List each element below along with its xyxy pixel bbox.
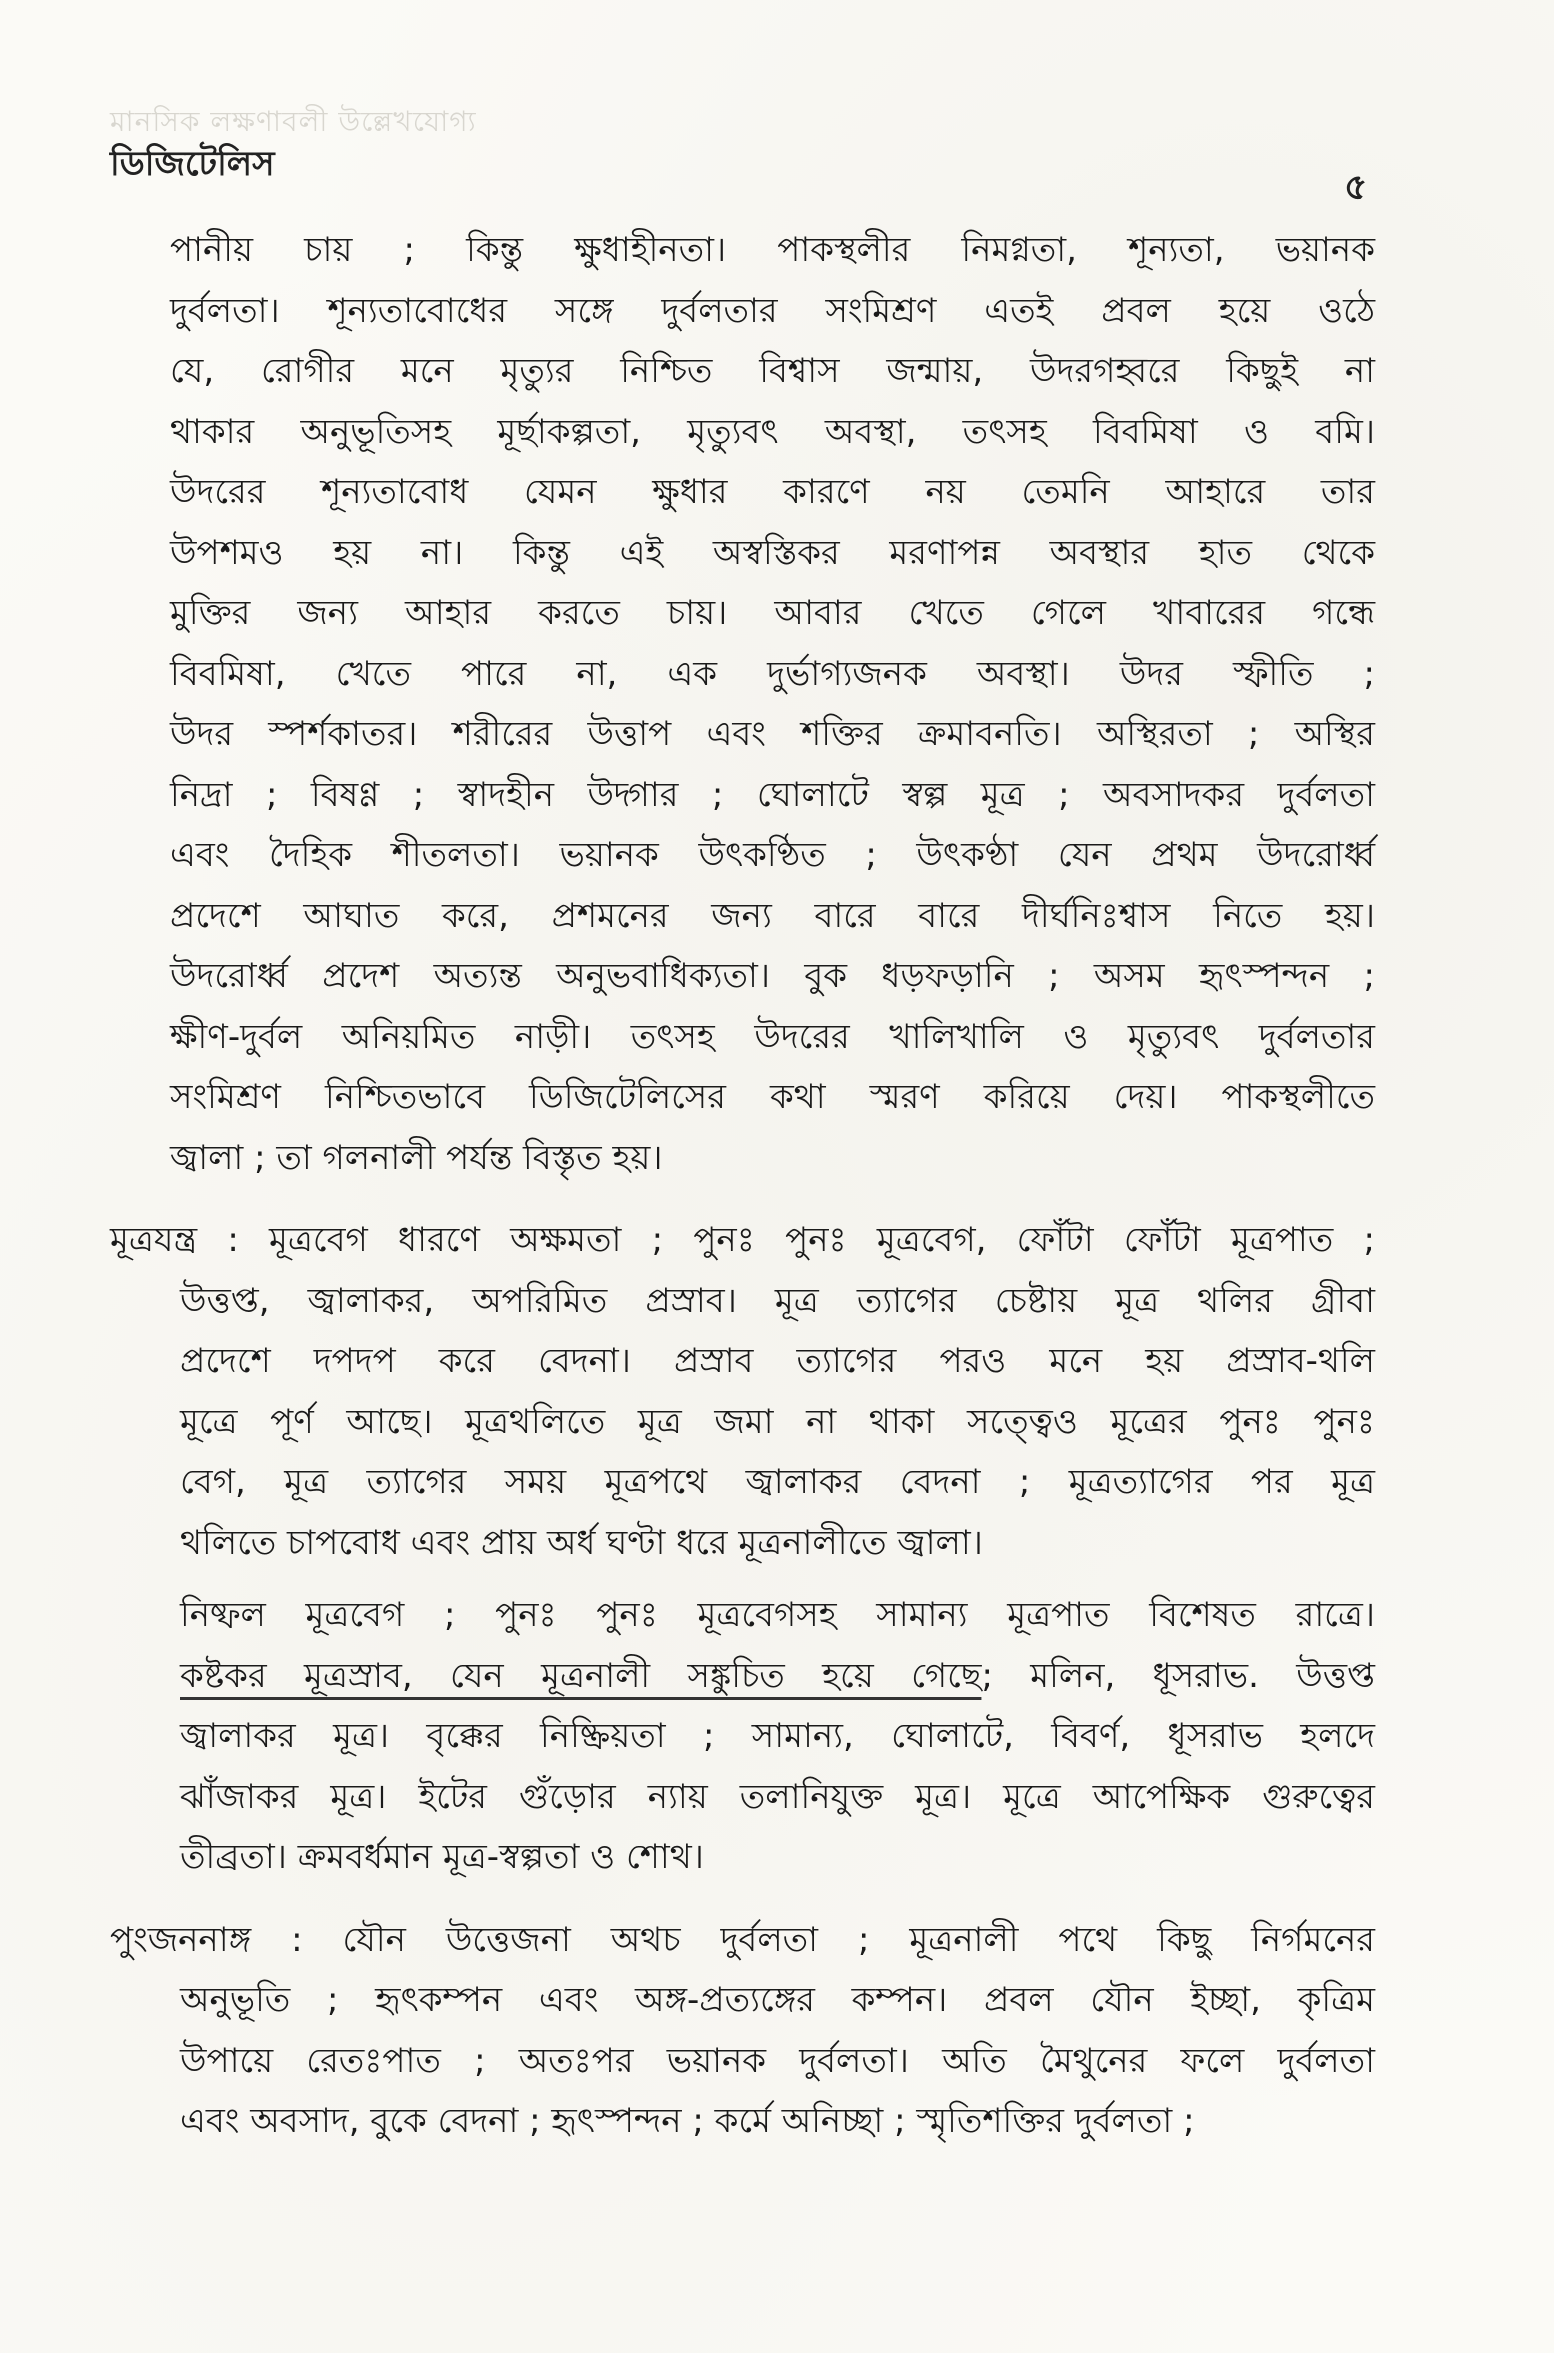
text-line: অনুভূতি ; হৃৎকম্পন এবং অঙ্গ-প্রত্যঙ্গের কম্পন। প্রবল যৌন ইচ্ছা, কৃত্রিম (180, 1980, 1375, 2020)
text-line: যে, রোগীর মনে মৃত্যুর নিশ্চিত বিশ্বাস জন্মায়, উদরগহ্বরে কিছুই না (170, 351, 1375, 391)
text-line (110, 1646, 1375, 1707)
text-line: উদরোর্ধ্ব প্রদেশ অত্যন্ত অনুভবাধিক্যতা। বুক ধড়ফড়ানি ; অসম হৃৎস্পন্দন ; (170, 956, 1375, 996)
text-line: মূত্রে পূর্ণ আছে। মূত্রথলিতে মূত্র জমা না থাকা সত্ত্বেও মূত্রের পুনঃ পুনঃ (180, 1401, 1375, 1442)
section-urinary (110, 1210, 1375, 1573)
text-line: উত্তপ্ত, জ্বালাকর, অপরিমিত প্রস্রাব। মূত্র ত্যাগের চেষ্টায় মূত্র থলির গ্রীবা (180, 1280, 1375, 1321)
text-line: উদরের শূন্যতাবোধ যেমন ক্ষুধার কারণে নয় তেমনি আহারে তার (170, 472, 1375, 512)
text-line: বিবমিষা, খেতে পারে না, এক দুর্ভাগ্যজনক অবস্থা। উদর স্ফীতি ; (170, 653, 1375, 694)
section-male-genitals (110, 1910, 1375, 2152)
text-line: ঝাঁজাকর মূত্র। ইটের গুঁড়োর ন্যায় তলানিযুক্ত মূত্র। মূত্রে আপেক্ষিক গুরুত্বের (180, 1776, 1375, 1817)
text-line: উপশমও হয় না। কিন্তু এই অস্বস্তিকর মরণাপন্ন অবস্থার হাত থেকে (170, 532, 1375, 573)
section-urinary-continued (110, 1585, 1375, 1888)
section-label: পুংজননাঙ্গ : (110, 1919, 303, 1960)
text-line: মুক্তির জন্য আহার করতে চায়। আবার খেতে গেলে খাবারের গন্ধে (170, 593, 1375, 633)
text-line: নিষ্ফল মূত্রবেগ ; পুনঃ পুনঃ মূত্রবেগসহ সামান্য মূত্রপাত বিশেষত রাত্রে। (180, 1595, 1375, 1635)
text-segment: যৌন উত্তেজনা অথচ দুর্বলতা ; মূত্রনালী পথে কিছু নির্গমনের (342, 1919, 1375, 1960)
text-line: প্রদেশে দপদপ করে বেদনা। প্রস্রাব ত্যাগের পরও মনে হয় প্রস্রাব-থলি (180, 1341, 1375, 1381)
underlined-phrase: কষ্টকর মূত্রস্রাব, যেন মূত্রনালী সঙ্কুচিত হয়ে গেছে (180, 1655, 982, 1696)
text-line: থলিতে চাপবোধ এবং প্রায় অর্ধ ঘণ্টা ধরে মূত্রনালীতে জ্বালা। (180, 1522, 983, 1563)
page-number: ৫ (1344, 167, 1368, 208)
text-line: এবং দৈহিক শীতলতা। ভয়ানক উৎকণ্ঠিত ; উৎকণ্ঠা যেন প্রথম উদরোর্ধ্ব (170, 835, 1375, 875)
intro-paragraph (110, 220, 1375, 1188)
running-head-title: ডিজিটেলিস (110, 144, 275, 184)
text-line: উদর স্পর্শকাতর। শরীরের উত্তাপ এবং শক্তির ক্রমাবনতি। অস্থিরতা ; অস্থির (170, 714, 1375, 754)
text-line: জ্বালা ; তা গলনালী পর্যন্ত বিস্তৃত হয়। (170, 1137, 663, 1178)
body-text (110, 220, 1375, 2152)
text-segment: ; মলিন, ধূসরাভ. উত্তপ্ত (981, 1655, 1375, 1696)
text-line: তীব্রতা। ক্রমবর্ধমান মূত্র-স্বল্পতা ও শোথ। (180, 1837, 704, 1877)
section-label: মূত্রযন্ত্র : (110, 1220, 239, 1260)
text-line: এবং অবসাদ, বুকে বেদনা ; হৃৎস্পন্দন ; কর্মে অনিচ্ছা ; স্মৃতিশক্তির দুর্বলতা ; (180, 2101, 1195, 2141)
text-line: জ্বালাকর মূত্র। বৃক্কের নিষ্ক্রিয়তা ; সামান্য, ঘোলাটে, বিবর্ণ, ধূসরাভ হলদে (180, 1716, 1375, 1756)
text-line (110, 1210, 1375, 1271)
text-line: ক্ষীণ-দুর্বল অনিয়মিত নাড়ী। তৎসহ উদরের খালিখালি ও মৃত্যুবৎ দুর্বলতার (170, 1016, 1375, 1057)
text-line: প্রদেশে আঘাত করে, প্রশমনের জন্য বারে বারে দীর্ঘনিঃশ্বাস নিতে হয়। (170, 895, 1375, 936)
text-line (110, 1910, 1375, 1971)
text-line: পানীয় চায় ; কিন্তু ক্ষুধাহীনতা। পাকস্থলীর নিমগ্নতা, শূন্যতা, ভয়ানক (170, 230, 1375, 270)
text-segment: মূত্রবেগ ধারণে অক্ষমতা ; পুনঃ পুনঃ মূত্রবেগ, ফোঁটা ফোঁটা মূত্রপাত ; (269, 1220, 1375, 1260)
text-line: উপায়ে রেতঃপাত ; অতঃপর ভয়ানক দুর্বলতা। অতি মৈথুনের ফলে দুর্বলতা (180, 2040, 1375, 2081)
bleed-through-header: মানসিক লক্ষণাবলী উল্লেখযোগ্য (110, 105, 477, 138)
text-line: থাকার অনুভূতিসহ মূর্ছাকল্পতা, মৃত্যুবৎ অবস্থা, তৎসহ বিবমিষা ও বমি। (170, 411, 1375, 452)
text-line: দুর্বলতা। শূন্যতাবোধের সঙ্গে দুর্বলতার সংমিশ্রণ এতই প্রবল হয়ে ওঠে (170, 290, 1375, 331)
text-line: নিদ্রা ; বিষণ্ণ ; স্বাদহীন উদ্গার ; ঘোলাটে স্বল্প মূত্র ; অবসাদকর দুর্বলতা (170, 774, 1375, 815)
text-line: সংমিশ্রণ নিশ্চিতভাবে ডিজিটেলিসের কথা স্মরণ করিয়ে দেয়। পাকস্থলীতে (170, 1077, 1375, 1117)
text-line: বেগ, মূত্র ত্যাগের সময় মূত্রপথে জ্বালাকর বেদনা ; মূত্রত্যাগের পর মূত্র (180, 1462, 1375, 1502)
